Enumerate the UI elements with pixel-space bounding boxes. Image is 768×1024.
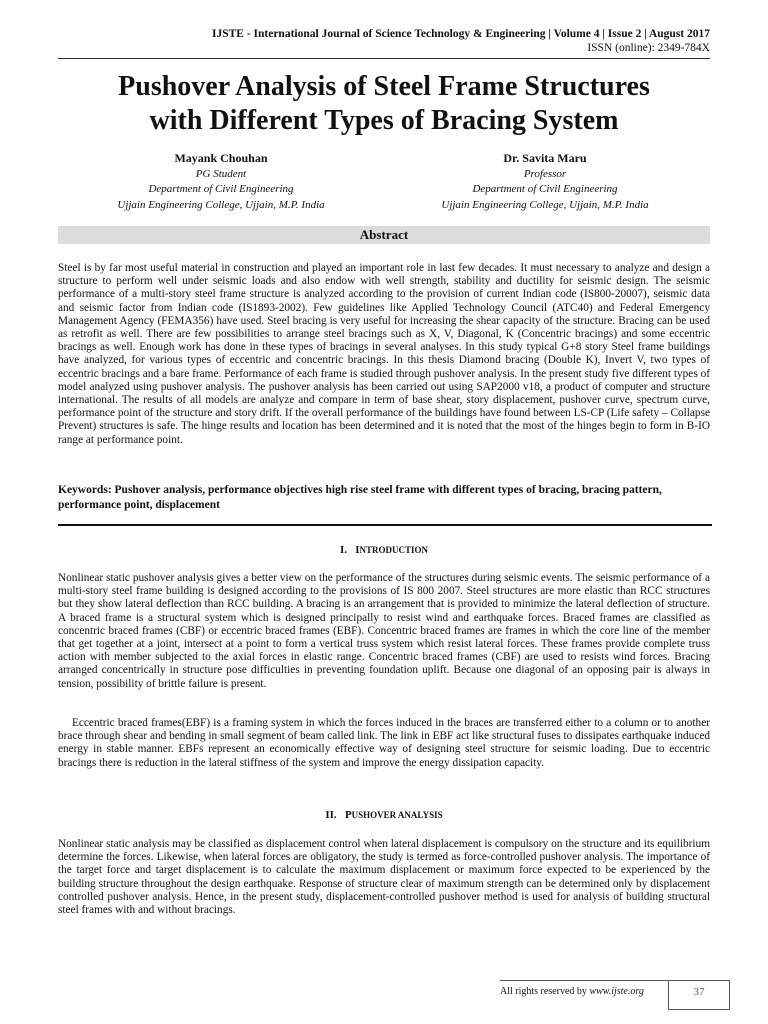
- author-block-1: [71, 151, 371, 213]
- author-block-2: [395, 151, 695, 213]
- abstract-text: Steel is by far most useful material in construction and played an important role in last few decades. It must necessary to analyze and design a structure to perform well under seismic loads and also endow with well strength, stability and ductility for seismic design. The seismic performance of a multi-story steel frame structure is analyzed according to the provision of current Indian code (IS800-20007), seismic data and seismic factor from Indian code (IS1893-2002). Few guidelines like Applied Technology Council (ATC40) and Federal Emergency Management Agency (FEMA356) have used. Steel bracing is very useful for increasing the shear capacity of the structure. Bracing can be used as retrofit as well. There are few possibilities to arrange steel bracings such as X, V, Diagonal, K (Concentric bracings) and some eccentric bracings as well. Enough work has done in these types of bracings in several analyses. In this study typical G+8 story Steel frame buildings have analyzed, for various types of eccentric and concentric bracings. In this thesis Diamond bracing (Double K), Invert V, two types of eccentric bracings and a bare frame. Performance of each frame is studied through pushover analysis. In the present study five different types of model analyzed using pushover analysis. The pushover analysis has been carried out using SAP2000 v18, a product of computer and structure international. The results of all models are analyze and compare in term of base shear, story displacement, pushover curve, spectrum curve, performance point of the structure and story drift. If the overall performance of the buildings have found between LS-CP (Life safety – Collapse Prevent) structures is safe. The hinge results and location has been determined and it is noted that the most of the hinges begin to form in B-IO range at performance point.: [58, 262, 710, 446]
- footer-rights: [500, 986, 644, 997]
- section-title-rest: USHOVER ANALYSIS: [351, 810, 443, 820]
- section-title-rest: NTRODUCTION: [359, 545, 429, 555]
- abstract-heading: Abstract: [58, 226, 710, 244]
- section-initial: P: [344, 809, 352, 821]
- section-initial: I: [355, 544, 360, 556]
- author-affiliation: Ujjain Engineering College, Ujjain, M.P. India: [441, 198, 649, 211]
- author-role: Professor: [523, 167, 567, 180]
- section-numeral: I.: [339, 544, 347, 556]
- journal-line: IJSTE - International Journal of Science Technology & Engineering | Volume 4 | Issue 2 | August 2017: [211, 28, 710, 40]
- section-heading-introduction: [58, 544, 710, 556]
- intro-paragraph-2: Eccentric braced frames(EBF) is a framing system in which the forces induced in the braces are transferred either to a column or to another brace through shear and bending in small segment of beam called link. The link in EBF act like structural fuses to dissipates earthquake induced energy in stable manner. EBFs represent an economically effective way of designing steel structure for seismic loading. Due to eccentric bracings there is reduction in the lateral stiffness of the system and improve the energy dissipation capacity.: [58, 717, 710, 769]
- author-name: Mayank Chouhan: [174, 151, 268, 165]
- section-heading-pushover: [58, 809, 710, 821]
- author-affiliation: Ujjain Engineering College, Ujjain, M.P. India: [117, 198, 325, 211]
- keywords-divider: [58, 524, 712, 526]
- site-link[interactable]: www.ijste.org: [589, 986, 644, 997]
- author-department: Department of Civil Engineering: [148, 183, 294, 195]
- running-header: [212, 27, 710, 55]
- title-line-1: Pushover Analysis of Steel Frame Structures: [118, 71, 650, 102]
- pushover-paragraph: Nonlinear static analysis may be classified as displacement control when lateral displacement is compulsory on the structure and its equilibrium determine the forces. Likewise, when lateral forces are obligatory, the study is termed as force-controlled pushover analysis. The importance of the target force and target displacement is to calculate the maximum displacement or maximum force expected to be experienced by the building structure throughout the design earthquake. Response of structure clear of maximum strength can be determined only by displacement controlled pushover analysis. Hence, in the present study, displacement-controlled pushover method is used for analysis of building structural steel frames with and without bracings.: [58, 838, 710, 917]
- keywords: Keywords: Pushover analysis, performance objectives high rise steel frame with different types of bracing, bracing pattern, performance point, displacement: [58, 484, 662, 511]
- rights-text: All rights reserved by: [500, 986, 590, 997]
- issn-line: ISSN (online): 2349-784X: [587, 42, 710, 54]
- title-line-2: with Different Types of Bracing System: [149, 105, 619, 136]
- page-number: 37: [668, 980, 730, 1010]
- author-department: Department of Civil Engineering: [472, 183, 618, 195]
- author-role: PG Student: [195, 167, 247, 180]
- author-name: Dr. Savita Maru: [503, 151, 587, 165]
- paper-title: [40, 70, 728, 138]
- section-numeral: II.: [325, 809, 337, 821]
- header-divider: [58, 58, 710, 59]
- intro-paragraph-1: Nonlinear static pushover analysis gives a better view on the performance of the structures during seismic events. The seismic performance of a multi-story steel frame building is designed according to the provisions of IS 800 2007. Steel structures are more elastic than RCC structures but they show lateral deflection than RCC building. A bracing is an arrangement that is provided to minimize the lateral deflection of structure. A braced frame is a structural system which is designed principally to resist wind and earthquake forces. Braced frames are classified as concentric braced frames (CBF) or eccentric braced frames (EBF). Concentric braced frames are frames in which the core line of the member that get together at a joint, intersect at a point to form a vertical truss system which resist lateral forces. These frames provide complete truss action with member subjected to the axial forces in elastic range. Concentric braced frames (CBF) are used to resists wind forces. Bracing arranged concentrically in structure pose difficulties in preventing foundation uplift. Because one diagonal of an opposing pair is always in tension, possibility of brittle failure is present.: [58, 572, 710, 690]
